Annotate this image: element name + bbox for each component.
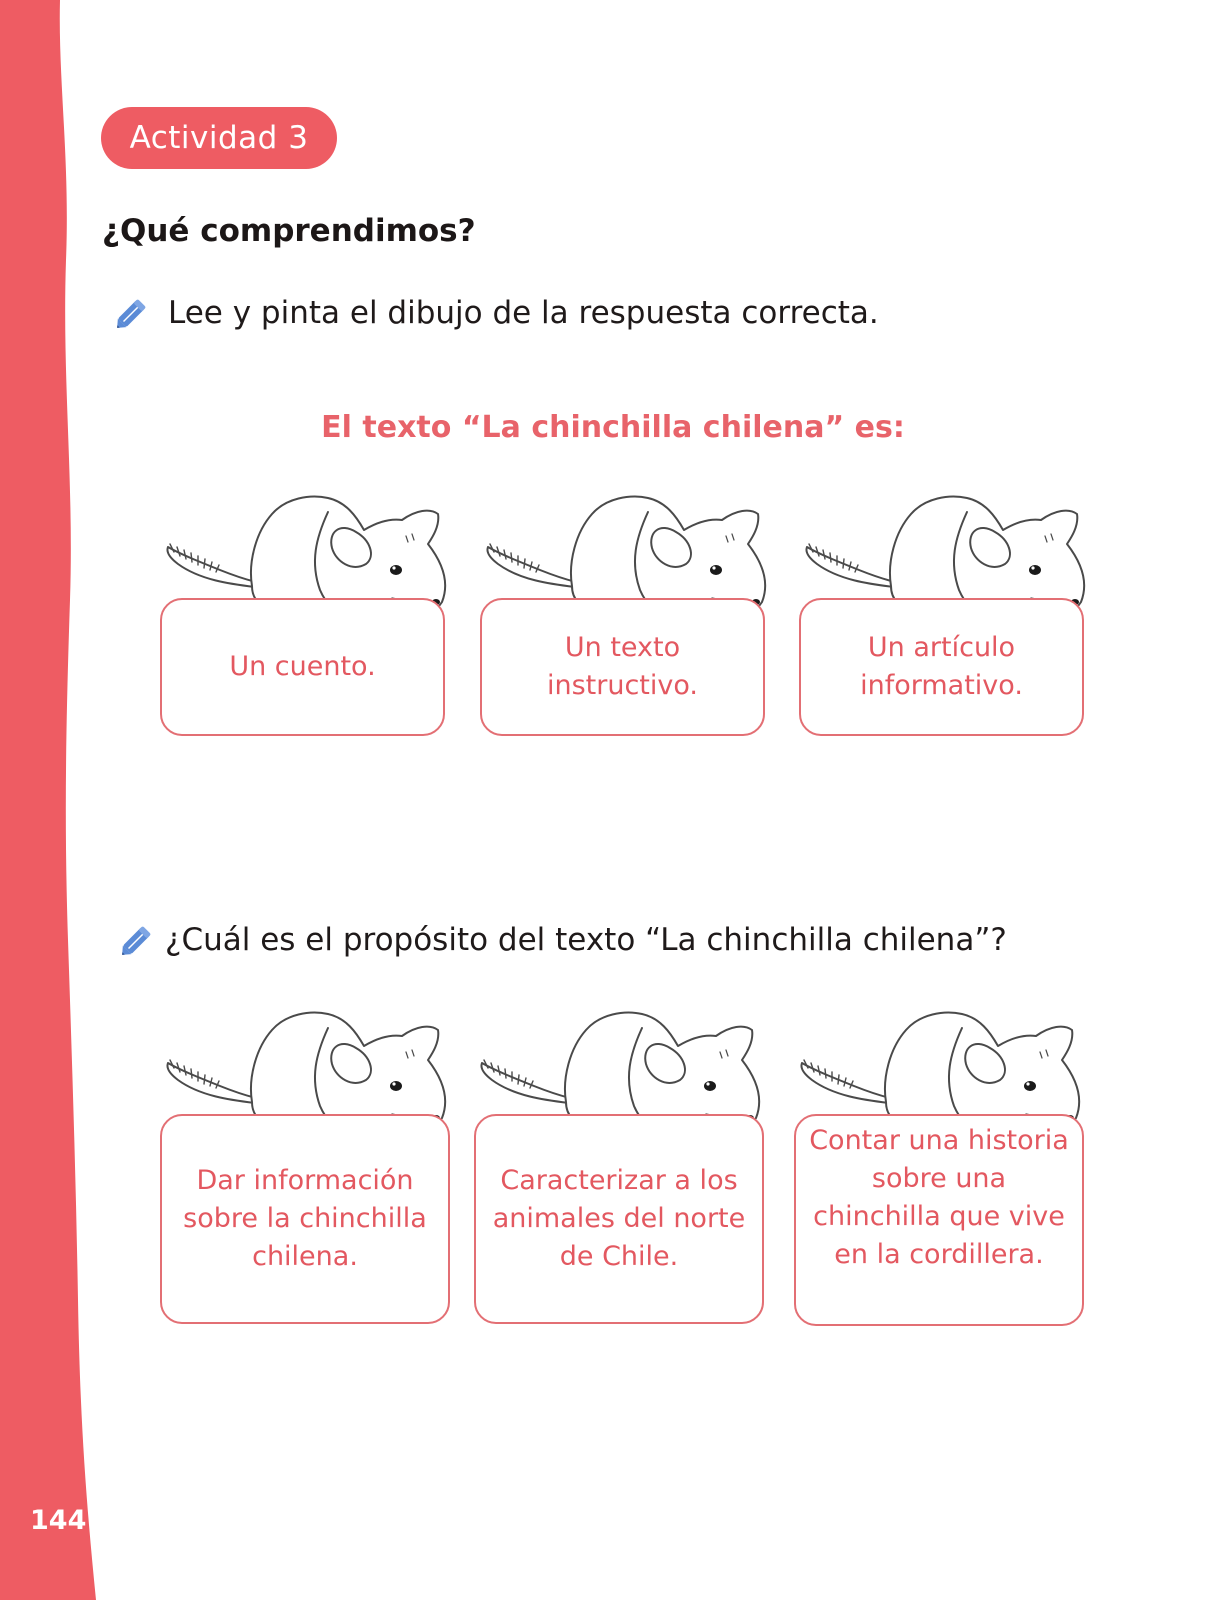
q1-option-card[interactable] bbox=[799, 598, 1084, 736]
question2-prompt bbox=[115, 915, 1007, 965]
q1-option-card[interactable] bbox=[480, 598, 765, 736]
question1-heading-text: El texto “La chinchilla chilena” es: bbox=[321, 410, 905, 445]
q1-option-3[interactable] bbox=[799, 492, 1084, 736]
activity-label: Actividad 3 bbox=[129, 120, 309, 156]
q1-option-card[interactable] bbox=[160, 598, 445, 736]
q1-option-1[interactable] bbox=[160, 492, 445, 736]
q1-option-2-text: Un texto instructivo. bbox=[546, 632, 699, 701]
q2-option-2[interactable] bbox=[474, 1008, 764, 1324]
q1-option-2[interactable] bbox=[480, 492, 765, 736]
q2-option-1-text: Dar información sobre la chinchilla chilena. bbox=[183, 1165, 427, 1272]
q2-option-card[interactable] bbox=[794, 1114, 1084, 1326]
pencil-icon bbox=[115, 918, 159, 962]
question2-text: ¿Cuál es el propósito del texto “La chinchilla chilena”? bbox=[165, 922, 1007, 958]
question1-heading bbox=[0, 410, 1222, 445]
q1-option-1-text: Un cuento. bbox=[229, 651, 376, 682]
activity-badge bbox=[101, 107, 337, 169]
instruction bbox=[110, 288, 879, 338]
section-title: ¿Qué comprendimos? bbox=[102, 213, 476, 249]
q2-option-card[interactable] bbox=[160, 1114, 450, 1324]
q1-option-3-text: Un artículo informativo. bbox=[860, 632, 1023, 701]
q2-option-3-text: Contar una historia sobre una chinchilla que vive en la cordillera. bbox=[809, 1125, 1069, 1270]
q2-option-1[interactable] bbox=[160, 1008, 450, 1324]
instruction-text: Lee y pinta el dibujo de la respuesta correcta. bbox=[168, 295, 879, 331]
page-number: 144 bbox=[30, 1505, 87, 1536]
q2-option-card[interactable] bbox=[474, 1114, 764, 1324]
q2-option-3[interactable] bbox=[794, 1008, 1084, 1326]
side-band bbox=[0, 0, 110, 1600]
q2-option-2-text: Caracterizar a los animales del norte de Chile. bbox=[492, 1165, 746, 1272]
pencil-icon bbox=[110, 291, 154, 335]
